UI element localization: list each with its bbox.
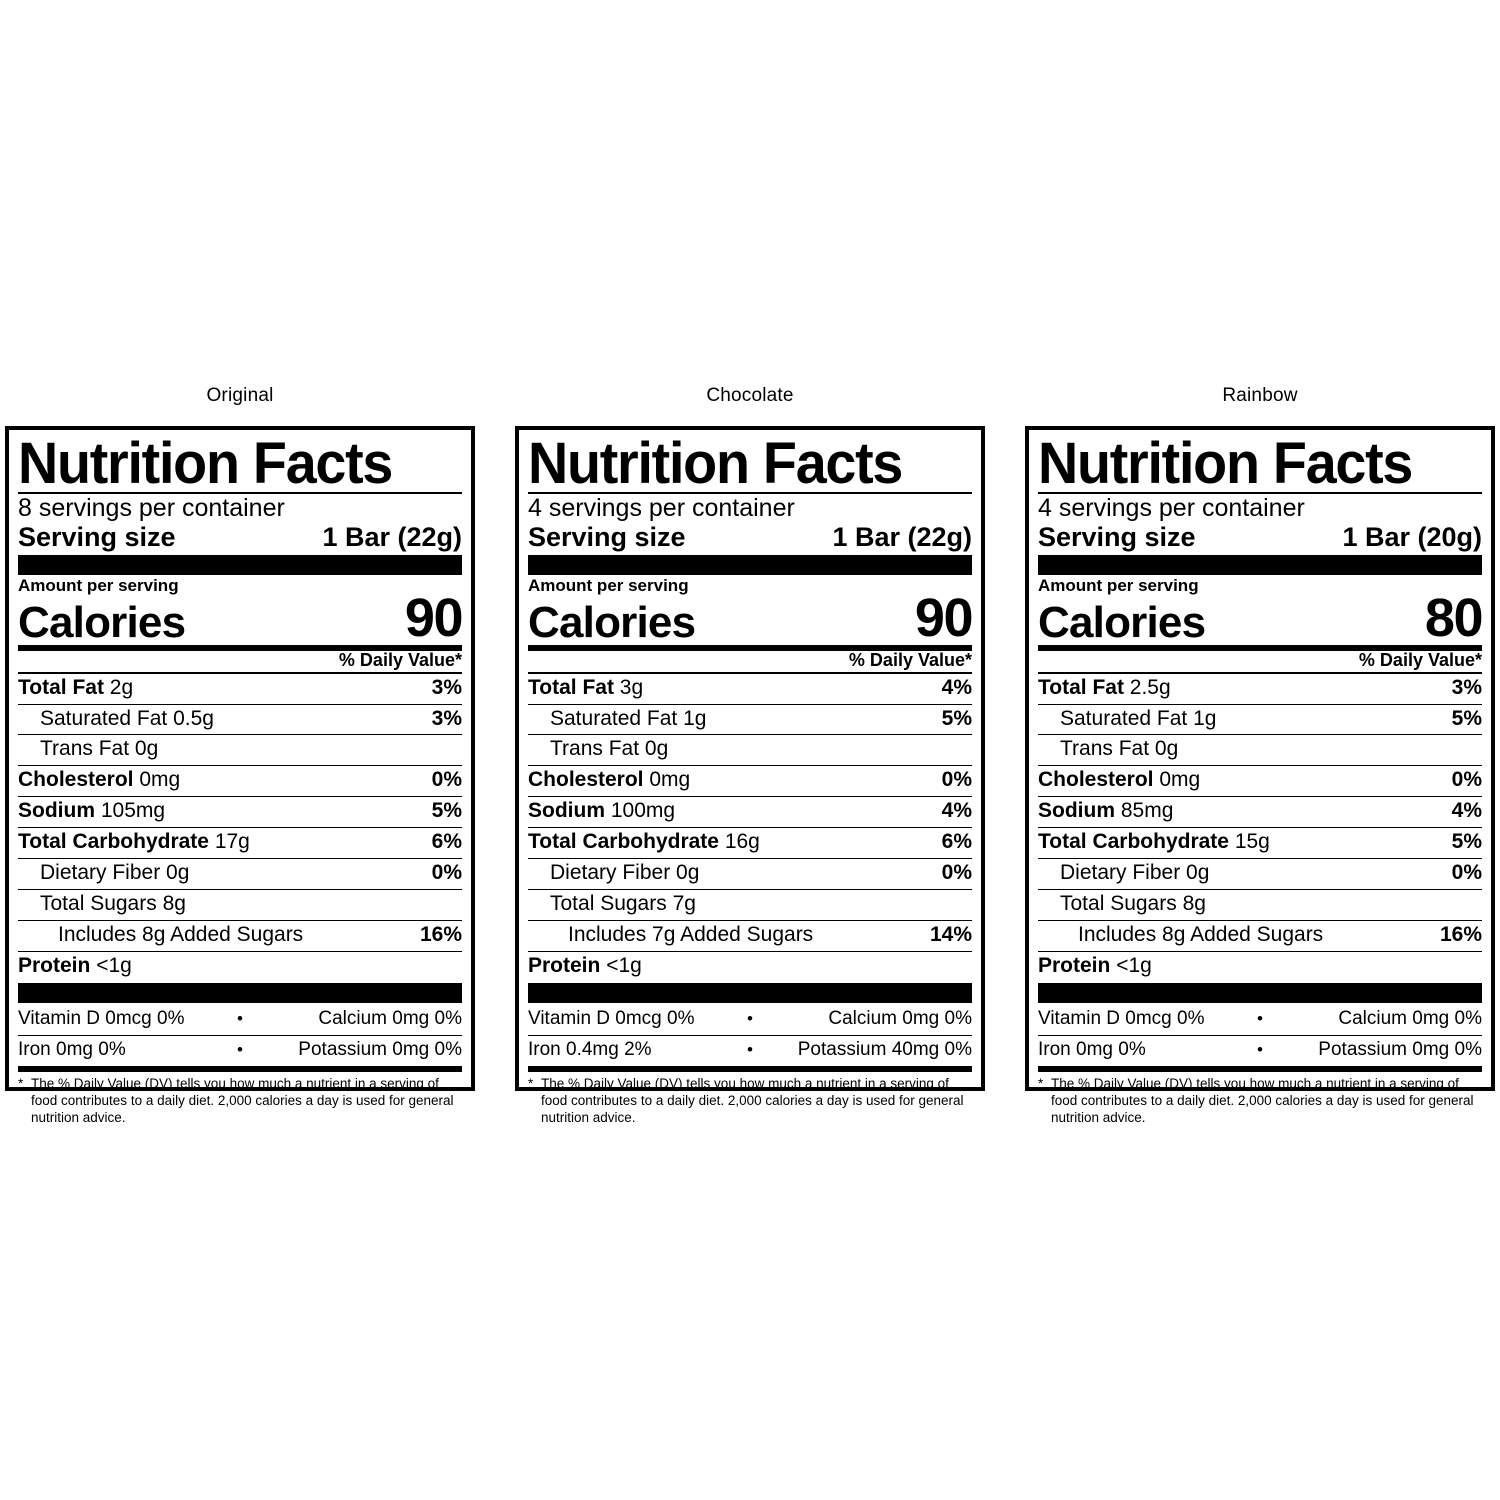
nutrient-amount: 2g xyxy=(109,675,134,699)
nutrient-name xyxy=(40,860,189,887)
nutrient-name-text: Total Sugars xyxy=(40,891,157,915)
calories-row xyxy=(1038,588,1482,649)
nutrient-daily-value: 0% xyxy=(1451,860,1482,884)
nutrient-row xyxy=(528,735,972,765)
calories-label: Calories xyxy=(18,597,186,647)
nutrient-row xyxy=(528,952,972,982)
nutrient-row xyxy=(1038,797,1482,827)
serving-size-label: Serving size xyxy=(528,522,686,553)
nutrient-row xyxy=(18,674,462,704)
nutrient-name-text: Cholesterol xyxy=(1038,768,1154,792)
label-panels xyxy=(0,385,1500,1125)
vitamin-left: Vitamin D 0mcg 0% xyxy=(18,1008,185,1030)
nutrient-name-text: Cholesterol xyxy=(528,768,644,792)
nutrient-row xyxy=(1038,735,1482,765)
nutrient-row xyxy=(528,766,972,796)
nutrient-name-text: Dietary Fiber xyxy=(550,860,671,884)
nutrient-name-text: Saturated Fat xyxy=(550,706,678,730)
bullet-separator-icon: • xyxy=(1257,1040,1263,1060)
nutrient-amount: 0g xyxy=(1186,860,1210,884)
nutrient-name xyxy=(1038,767,1200,794)
nutrient-name-text: Total Sugars xyxy=(550,891,667,915)
nutrient-daily-value: 4% xyxy=(1451,799,1482,823)
nutrient-name xyxy=(550,891,696,918)
footnote-star: * xyxy=(1038,1075,1044,1091)
nutrient-daily-value: 6% xyxy=(941,830,972,854)
nutrient-daily-value: 5% xyxy=(941,706,972,730)
nutrient-name xyxy=(18,798,165,825)
footnote-star: * xyxy=(18,1075,24,1091)
nutrient-name-text: Sodium xyxy=(18,799,95,823)
nutrient-name xyxy=(40,891,186,918)
vitamin-right: Potassium 0mg 0% xyxy=(298,1039,462,1061)
nutrient-name xyxy=(40,706,214,733)
calories-row xyxy=(18,588,462,649)
nutrient-daily-value: 0% xyxy=(941,768,972,792)
nutrient-name-text: Total Sugars xyxy=(1060,891,1177,915)
nutrient-name xyxy=(18,829,250,856)
bullet-separator-icon: • xyxy=(1257,1009,1263,1029)
daily-value-header: % Daily Value* xyxy=(338,649,462,670)
footnote xyxy=(1038,1072,1482,1127)
nutrient-daily-value: 4% xyxy=(941,675,972,699)
nutrient-daily-value: 0% xyxy=(431,768,462,792)
nutrient-row xyxy=(18,921,462,951)
nutrient-name-text: Includes 7g Added Sugars xyxy=(568,922,814,946)
nutrient-name-text: Includes 8g Added Sugars xyxy=(58,922,304,946)
nutrient-name xyxy=(550,706,706,733)
nutrient-name xyxy=(550,860,699,887)
nutrient-daily-value: 4% xyxy=(941,799,972,823)
nutrient-amount: 0g xyxy=(1154,737,1179,761)
nutrient-name xyxy=(1060,736,1178,763)
nutrient-name xyxy=(1060,891,1206,918)
nutrient-daily-value: 5% xyxy=(1451,830,1482,854)
nutrient-name-text: Dietary Fiber xyxy=(1060,860,1181,884)
nutrient-name-text: Total Carbohydrate xyxy=(18,830,209,854)
nutrient-name xyxy=(528,675,643,702)
bullet-separator-icon: • xyxy=(747,1040,753,1060)
nutrient-name-text: Protein xyxy=(1038,953,1111,977)
nutrient-amount: 1g xyxy=(683,706,707,730)
nutrient-amount: 1g xyxy=(1193,706,1217,730)
bullet-separator-icon: • xyxy=(237,1040,243,1060)
nutrient-name-text: Total Fat xyxy=(528,675,614,699)
serving-size-value: 1 Bar (22g) xyxy=(832,522,972,553)
nutrient-daily-value: 14% xyxy=(929,922,972,946)
nutrient-amount: <1g xyxy=(606,953,642,977)
nutrient-row xyxy=(18,828,462,858)
rule-thick-top xyxy=(1038,555,1482,575)
nutrient-daily-value: 16% xyxy=(1439,922,1482,946)
nutrient-name xyxy=(18,675,133,702)
rule-thick-top xyxy=(528,555,972,575)
nutrient-amount: 3g xyxy=(619,675,644,699)
nutrient-row xyxy=(528,859,972,889)
daily-value-header: % Daily Value* xyxy=(848,649,972,670)
daily-value-header: % Daily Value* xyxy=(1358,649,1482,670)
nutrient-amount: 15g xyxy=(1234,830,1270,854)
nutrient-name xyxy=(568,922,813,949)
nutrient-row xyxy=(1038,705,1482,735)
calories-value: 90 xyxy=(404,588,462,649)
nutrient-row xyxy=(528,828,972,858)
serving-size-value: 1 Bar (20g) xyxy=(1342,522,1482,553)
serving-size-row xyxy=(528,522,972,553)
nutrient-name-text: Total Carbohydrate xyxy=(528,830,719,854)
servings-per-container: 4 servings per container xyxy=(1038,494,1305,523)
vitamin-row xyxy=(18,1036,462,1066)
rule-thick-bottom xyxy=(1038,983,1482,1003)
servings-per-container: 4 servings per container xyxy=(528,494,795,523)
nutrient-daily-value: 16% xyxy=(419,922,462,946)
nutrient-amount: 0g xyxy=(166,860,190,884)
footnote-text: The % Daily Value (DV) tells you how much a nutrient in a serving of food contributes to a daily diet. 2,000 calories a day is used for general nutrition advice. xyxy=(541,1075,964,1125)
nutrient-row xyxy=(18,890,462,920)
vitamin-right: Calcium 0mg 0% xyxy=(318,1008,462,1030)
nutrient-name-text: Protein xyxy=(528,953,601,977)
amount-per-serving-label: Amount per serving xyxy=(18,576,179,596)
nutrition-panel-rainbow xyxy=(1025,385,1495,1125)
rule-thick-top xyxy=(18,555,462,575)
nutrient-name-text: Sodium xyxy=(1038,799,1115,823)
nutrient-daily-value: 0% xyxy=(1451,768,1482,792)
vitamin-right: Calcium 0mg 0% xyxy=(828,1008,972,1030)
nutrient-amount: 85mg xyxy=(1120,799,1174,823)
nutrient-row xyxy=(1038,766,1482,796)
nutrient-name xyxy=(1038,798,1173,825)
nutrition-facts-label xyxy=(5,426,475,1125)
nutrient-name xyxy=(528,798,675,825)
nutrient-amount: 0g xyxy=(134,737,159,761)
nutrient-daily-value: 3% xyxy=(431,706,462,730)
serving-size-label: Serving size xyxy=(1038,522,1196,553)
nutrition-facts-label xyxy=(515,426,985,1125)
nutrient-name-text: Total Fat xyxy=(18,675,104,699)
nutrient-name xyxy=(1060,706,1216,733)
serving-size-row xyxy=(1038,522,1482,553)
nutrient-amount: 16g xyxy=(724,830,760,854)
calories-row xyxy=(528,588,972,649)
nutrient-daily-value: 3% xyxy=(431,675,462,699)
nutrient-name xyxy=(1078,922,1323,949)
nutrient-name xyxy=(18,767,180,794)
bullet-separator-icon: • xyxy=(747,1009,753,1029)
vitamin-left: Iron 0mg 0% xyxy=(18,1039,126,1061)
serving-size-label: Serving size xyxy=(18,522,176,553)
vitamin-row xyxy=(1038,1036,1482,1066)
nutrient-name-text: Total Carbohydrate xyxy=(1038,830,1229,854)
calories-label: Calories xyxy=(1038,597,1206,647)
footnote xyxy=(528,1072,972,1127)
nutrient-name xyxy=(1038,829,1270,856)
nutrient-row xyxy=(528,674,972,704)
nutrient-name xyxy=(1060,860,1209,887)
nutrient-daily-value: 0% xyxy=(431,860,462,884)
nutrition-facts-title: Nutrition Facts xyxy=(18,431,393,496)
variant-title: Rainbow xyxy=(1222,385,1298,406)
nutrient-amount: 8g xyxy=(162,891,186,915)
vitamin-left: Iron 0.4mg 2% xyxy=(528,1039,652,1061)
vitamin-left: Vitamin D 0mcg 0% xyxy=(1038,1008,1205,1030)
nutrition-facts-label xyxy=(1025,426,1495,1125)
nutrition-panel-original xyxy=(5,385,475,1125)
footnote-text: The % Daily Value (DV) tells you how much a nutrient in a serving of food contributes to a daily diet. 2,000 calories a day is used for general nutrition advice. xyxy=(1051,1075,1474,1125)
servings-per-container: 8 servings per container xyxy=(18,494,285,523)
nutrient-row xyxy=(18,952,462,982)
nutrient-daily-value: 0% xyxy=(941,860,972,884)
nutrient-row xyxy=(1038,859,1482,889)
nutrient-amount: 0g xyxy=(676,860,700,884)
rule-thick-bottom xyxy=(18,983,462,1003)
nutrient-row xyxy=(1038,921,1482,951)
nutrient-row xyxy=(18,797,462,827)
rule-thick-bottom xyxy=(528,983,972,1003)
nutrient-row xyxy=(528,705,972,735)
nutrient-row xyxy=(18,859,462,889)
nutrient-name xyxy=(550,736,668,763)
calories-value: 90 xyxy=(914,588,972,649)
footnote-star: * xyxy=(528,1075,534,1091)
nutrition-panel-chocolate xyxy=(515,385,985,1125)
nutrient-name-text: Trans Fat xyxy=(1060,737,1150,761)
amount-per-serving-label: Amount per serving xyxy=(528,576,689,596)
nutrient-name-text: Protein xyxy=(18,953,91,977)
nutrient-name xyxy=(1038,675,1171,702)
calories-value: 80 xyxy=(1424,588,1482,649)
vitamin-row xyxy=(18,1005,462,1035)
nutrient-row xyxy=(1038,952,1482,982)
footnote-text: The % Daily Value (DV) tells you how much a nutrient in a serving of food contributes to a daily diet. 2,000 calories a day is used for general nutrition advice. xyxy=(31,1075,454,1125)
nutrient-name-text: Saturated Fat xyxy=(1060,706,1188,730)
nutrient-row xyxy=(528,890,972,920)
nutrient-name-text: Sodium xyxy=(528,799,605,823)
serving-size-value: 1 Bar (22g) xyxy=(322,522,462,553)
nutrient-amount: 17g xyxy=(214,830,250,854)
nutrient-row xyxy=(18,735,462,765)
nutrient-amount: 0mg xyxy=(139,768,181,792)
vitamin-right: Potassium 40mg 0% xyxy=(797,1039,972,1061)
nutrient-amount: 105mg xyxy=(100,799,166,823)
vitamin-row xyxy=(528,1005,972,1035)
nutrient-amount: 0.5g xyxy=(173,706,214,730)
vitamin-row xyxy=(528,1036,972,1066)
amount-per-serving-label: Amount per serving xyxy=(1038,576,1199,596)
calories-label: Calories xyxy=(528,597,696,647)
nutrition-facts-title: Nutrition Facts xyxy=(1038,431,1413,496)
nutrient-row xyxy=(528,797,972,827)
nutrient-name-text: Cholesterol xyxy=(18,768,134,792)
nutrient-name xyxy=(40,736,158,763)
nutrient-name xyxy=(528,953,642,980)
vitamin-left: Iron 0mg 0% xyxy=(1038,1039,1146,1061)
nutrient-amount: 0mg xyxy=(1159,768,1201,792)
nutrient-row xyxy=(1038,828,1482,858)
variant-title: Chocolate xyxy=(706,385,794,406)
footnote xyxy=(18,1072,462,1127)
nutrition-facts-title: Nutrition Facts xyxy=(528,431,903,496)
nutrient-daily-value: 5% xyxy=(1451,706,1482,730)
bullet-separator-icon: • xyxy=(237,1009,243,1029)
nutrient-amount: 100mg xyxy=(610,799,676,823)
nutrient-amount: <1g xyxy=(1116,953,1152,977)
nutrient-amount: 0mg xyxy=(649,768,691,792)
nutrient-row xyxy=(1038,890,1482,920)
vitamin-right: Calcium 0mg 0% xyxy=(1338,1008,1482,1030)
nutrient-row xyxy=(1038,674,1482,704)
nutrient-amount: 0g xyxy=(644,737,669,761)
serving-size-row xyxy=(18,522,462,553)
nutrient-name-text: Dietary Fiber xyxy=(40,860,161,884)
nutrient-name-text: Includes 8g Added Sugars xyxy=(1078,922,1324,946)
nutrient-name xyxy=(1038,953,1152,980)
nutrient-name xyxy=(528,829,760,856)
nutrient-row xyxy=(18,705,462,735)
nutrient-name xyxy=(18,953,132,980)
nutrient-amount: 2.5g xyxy=(1129,675,1171,699)
nutrient-name-text: Trans Fat xyxy=(40,737,130,761)
variant-title: Original xyxy=(206,385,274,406)
nutrient-amount: 7g xyxy=(672,891,696,915)
nutrient-name-text: Total Fat xyxy=(1038,675,1124,699)
nutrient-daily-value: 5% xyxy=(431,799,462,823)
vitamin-right: Potassium 0mg 0% xyxy=(1318,1039,1482,1061)
nutrient-amount: 8g xyxy=(1182,891,1206,915)
nutrient-row xyxy=(528,921,972,951)
nutrient-daily-value: 6% xyxy=(431,830,462,854)
vitamin-left: Vitamin D 0mcg 0% xyxy=(528,1008,695,1030)
nutrient-row xyxy=(18,766,462,796)
nutrient-name xyxy=(528,767,690,794)
nutrient-name xyxy=(58,922,303,949)
nutrient-name-text: Trans Fat xyxy=(550,737,640,761)
vitamin-row xyxy=(1038,1005,1482,1035)
nutrient-name-text: Saturated Fat xyxy=(40,706,168,730)
nutrient-daily-value: 3% xyxy=(1451,675,1482,699)
nutrient-amount: <1g xyxy=(96,953,132,977)
